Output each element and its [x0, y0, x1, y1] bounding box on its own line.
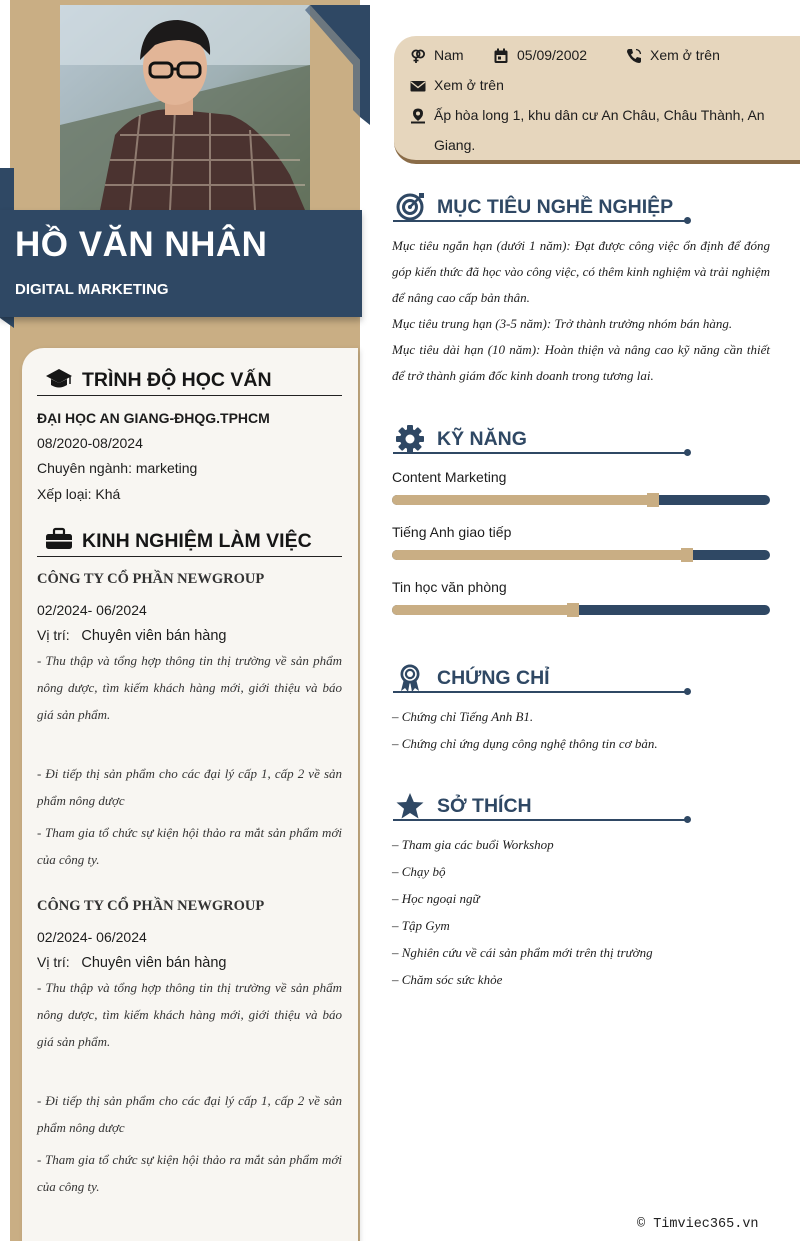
skill-3-label: Tin học văn phòng [392, 579, 507, 595]
job1-position-label: Vị trí: [37, 627, 70, 643]
job1-period: 02/2024- 06/2024 [37, 602, 147, 618]
skill-2-label: Tiếng Anh giao tiếp [392, 524, 512, 540]
education-title: TRÌNH ĐỘ HỌC VẤN [82, 369, 272, 391]
certificate-item: – Chứng chỉ Tiếng Anh B1. [392, 709, 534, 724]
gender-value: Nam [434, 47, 464, 63]
hobby-item: – Chạy bộ [392, 864, 446, 879]
skills-heading [393, 422, 693, 462]
address-value-line2: Giang. [434, 137, 476, 153]
award-icon [395, 663, 425, 693]
objective-rule-dot [684, 217, 691, 224]
skill-3-fill [392, 605, 573, 615]
job2-position-label: Vị trí: [37, 954, 70, 970]
skills-title: KỸ NĂNG [437, 428, 527, 450]
job2-duty-3: - Tham gia tổ chức sự kiện hội thảo ra mắt sản phẩm mới của công ty. [37, 1152, 342, 1194]
job1-duty-3: - Tham gia tổ chức sự kiện hội thảo ra mắt sản phẩm mới của công ty. [37, 825, 342, 867]
email-value: Xem ở trên [434, 77, 504, 93]
envelope-icon [410, 78, 426, 94]
contact-address [410, 107, 765, 124]
job2-position-row [37, 954, 226, 971]
job2-period: 02/2024- 06/2024 [37, 929, 147, 945]
hobby-item: – Tập Gym [392, 918, 450, 933]
skill-2-fill [392, 550, 687, 560]
objective-heading [393, 190, 693, 230]
education-major: Chuyên ngành: marketing [37, 460, 198, 476]
gear-icon [395, 424, 425, 454]
skills-rule-dot [684, 449, 691, 456]
objective-short-term: Mục tiêu ngắn hạn (dưới 1 năm): Đạt được công việc ổn định để đóng góp kiến thức đã học vào công việc, có thêm kinh nghiệm và trải nghiệm để nâng cao cấp bản thân. [392, 238, 770, 305]
skill-1-bar [392, 495, 770, 505]
job2-duty-2: - Đi tiếp thị sản phẩm cho các đại lý cấp 1, cấp 2 về sản phẩm nông dược [37, 1093, 342, 1135]
school-name: ĐẠI HỌC AN GIANG-ĐHQG.TPHCM [37, 410, 270, 426]
objective-long-term: Mục tiêu dài hạn (10 năm): Hoàn thiện và nâng cao kỹ năng cần thiết để trở thành giám đốc kinh doanh trong tương lai. [392, 342, 770, 383]
education-heading [37, 356, 342, 396]
job2-company: CÔNG TY CỔ PHẦN NEWGROUP [37, 898, 265, 914]
certificates-rule [393, 691, 689, 693]
contact-birthday [493, 47, 587, 64]
job2-duty-1: - Thu thập và tổng hợp thông tin thị trường về sản phẩm nông dược, tìm kiếm khách hàng mới, giới thiệu và báo giá sản phẩm. [37, 980, 342, 1049]
skill-3-bar [392, 605, 770, 615]
job1-duty-1: - Thu thập và tổng hợp thông tin thị trường về sản phẩm nông dược, tìm kiếm khách hàng mới, giới thiệu và báo giá sản phẩm. [37, 653, 342, 722]
contact-email [410, 77, 504, 94]
certificates-rule-dot [684, 688, 691, 695]
job-title: DIGITAL MARKETING [15, 281, 169, 298]
job1-position-row [37, 627, 226, 644]
phone-value: Xem ở trên [650, 47, 720, 63]
hobbies-title: SỞ THÍCH [437, 795, 532, 817]
certificates-heading [393, 661, 693, 701]
job1-duty-2: - Đi tiếp thị sản phẩm cho các đại lý cấp 1, cấp 2 về sản phẩm nông dược [37, 766, 342, 808]
skill-3-knob [567, 603, 579, 617]
certificates-title: CHỨNG CHỈ [437, 667, 550, 689]
certificate-item: – Chứng chỉ ứng dụng công nghệ thông tin cơ bản. [392, 736, 658, 751]
job1-position: Chuyên viên bán hàng [81, 628, 227, 644]
objective-title: MỤC TIÊU NGHỀ NGHIỆP [437, 196, 674, 218]
contact-gender [410, 47, 464, 64]
objective-rule [393, 220, 689, 222]
phone-icon [626, 48, 642, 64]
job2-position: Chuyên viên bán hàng [81, 955, 227, 971]
contact-phone [626, 47, 720, 64]
graduation-cap-icon [45, 366, 73, 390]
address-value: Ấp hòa long 1, khu dân cư An Châu, Châu Thành, An [434, 107, 765, 123]
hobby-item: – Nghiên cứu về cái sản phẩm mới trên thị trường [392, 945, 653, 960]
hobbies-heading [393, 789, 693, 829]
briefcase-icon [45, 527, 73, 551]
education-grade: Xếp loại: Khá [37, 486, 121, 502]
skill-2-bar [392, 550, 770, 560]
skill-1-label: Content Marketing [392, 469, 507, 485]
job1-company: CÔNG TY CỔ PHẦN NEWGROUP [37, 571, 265, 587]
skill-1-knob [647, 493, 659, 507]
hobby-item: – Tham gia các buổi Workshop [392, 837, 554, 852]
footer-copyright[interactable]: © Timviec365.vn [637, 1217, 759, 1232]
gender-icon [410, 48, 426, 64]
hobbies-rule-dot [684, 816, 691, 823]
hobbies-rule [393, 819, 689, 821]
skill-1-fill [392, 495, 653, 505]
objective-mid-term: Mục tiêu trung hạn (3-5 năm): Trở thành trưởng nhóm bán hàng. [392, 316, 733, 331]
star-icon [395, 791, 425, 821]
map-pin-icon [410, 108, 426, 124]
education-period: 08/2020-08/2024 [37, 435, 143, 451]
birthday-value: 05/09/2002 [517, 47, 588, 63]
calendar-icon [493, 48, 509, 64]
experience-heading [37, 517, 342, 557]
skills-rule [393, 452, 689, 454]
skill-2-knob [681, 548, 693, 562]
hobby-item: – Học ngoại ngữ [392, 891, 480, 906]
experience-title: KINH NGHIỆM LÀM VIỆC [82, 530, 312, 552]
target-icon [395, 192, 425, 222]
full-name: HỒ VĂN NHÂN [15, 225, 268, 264]
corner-ribbon-decoration [265, 5, 370, 125]
hobby-item: – Chăm sóc sức khỏe [392, 972, 503, 987]
